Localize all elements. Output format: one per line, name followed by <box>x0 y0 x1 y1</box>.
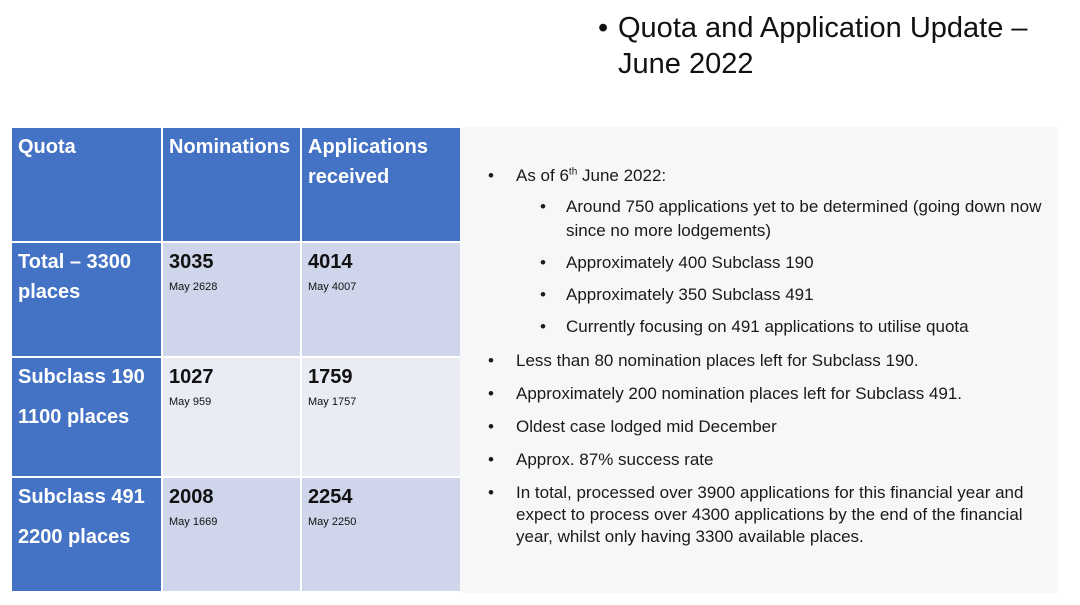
row-label-line-1: Total – 3300 <box>18 251 132 273</box>
row-label-line-1: Subclass 190 <box>18 366 145 388</box>
quota-table <box>10 126 462 593</box>
row-label <box>11 357 162 477</box>
list-item: • In total, processed over 3900 applications for this financial year and expect to process over 4300 applications by the end of the financial year, whilst only having 3300 available places. <box>486 482 1046 548</box>
as-of-suffix: June 2022: <box>577 166 667 185</box>
notes-panel <box>460 127 1058 593</box>
sub-list-item: • Approximately 400 Subclass 190 <box>516 251 1046 275</box>
nominations-previous: May 2628 <box>169 281 218 293</box>
list-item: • Approximately 200 nomination places left for Subclass 491. <box>486 383 1046 405</box>
as-of-superscript: th <box>568 166 578 178</box>
nominations-cell <box>162 477 301 592</box>
nominations-value: 1027 <box>169 366 214 388</box>
applications-cell <box>301 242 461 357</box>
table-row <box>11 242 461 357</box>
row-label <box>11 477 162 592</box>
header-quota: Quota <box>11 127 162 242</box>
applications-cell <box>301 477 461 592</box>
applications-previous: May 1757 <box>308 396 357 408</box>
nominations-cell <box>162 357 301 477</box>
list-item: • Oldest case lodged mid December <box>486 416 1046 438</box>
sub-list-item: • Around 750 applications yet to be determined (going down now since no more lodgements) <box>516 195 1046 243</box>
nominations-previous: May 1669 <box>169 516 218 528</box>
notes-list <box>486 165 1046 559</box>
applications-cell <box>301 357 461 477</box>
applications-value: 2254 <box>308 486 353 508</box>
row-label-line-2: 1100 places <box>18 406 130 428</box>
table-row <box>11 357 461 477</box>
nominations-previous: May 959 <box>169 396 212 408</box>
nominations-cell <box>162 242 301 357</box>
nominations-value: 2008 <box>169 486 214 508</box>
as-of-prefix: As of 6 <box>516 166 569 185</box>
title-line-1: Quota and Application Update – <box>618 12 1028 44</box>
header-nominations: Nominations <box>162 127 301 242</box>
header-applications: Applications received <box>301 127 461 242</box>
sub-list-item: • Currently focusing on 491 applications to utilise quota <box>516 315 1046 339</box>
table-row <box>11 477 461 592</box>
title-line-2: June 2022 <box>618 48 754 80</box>
row-label <box>11 242 162 357</box>
table-header-row <box>11 127 461 242</box>
list-item: • Less than 80 nomination places left for Subclass 190. <box>486 350 1046 372</box>
applications-previous: May 4007 <box>308 281 357 293</box>
sub-list <box>516 195 1046 339</box>
slide-title <box>598 10 1068 82</box>
row-label-line-1: Subclass 491 <box>18 486 145 508</box>
applications-previous: May 2250 <box>308 516 357 528</box>
applications-value: 4014 <box>308 251 353 273</box>
row-label-line-2: 2200 places <box>18 526 131 548</box>
title-bullet: • <box>598 12 609 44</box>
row-label-line-2: places <box>18 281 81 303</box>
list-item: • Approx. 87% success rate <box>486 449 1046 471</box>
nominations-value: 3035 <box>169 251 214 273</box>
list-item <box>486 165 1046 339</box>
applications-value: 1759 <box>308 366 353 388</box>
sub-list-item: • Approximately 350 Subclass 491 <box>516 283 1046 307</box>
